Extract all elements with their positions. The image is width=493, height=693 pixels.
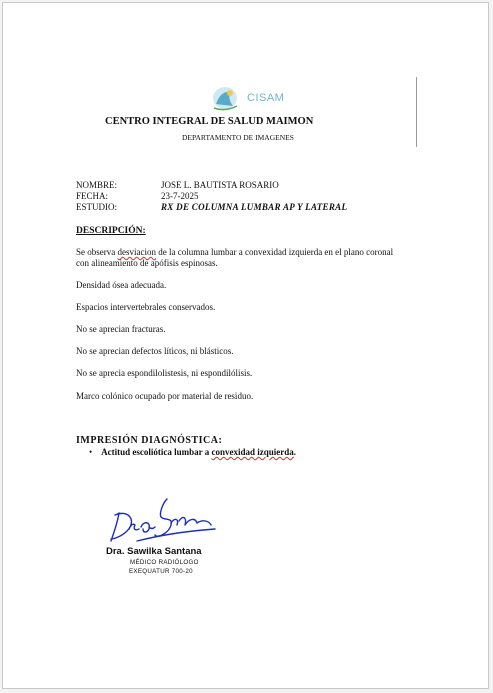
date-label: FECHA: bbox=[76, 191, 109, 201]
impression-text-end: . bbox=[293, 447, 296, 457]
finding-paragraph-2: Densidad ósea adecuada. bbox=[76, 280, 167, 290]
name-value: JOSE L. BAUTISTA ROSARIO bbox=[161, 180, 279, 190]
name-label: NOMBRE: bbox=[76, 180, 118, 190]
study-label: ESTUDIO: bbox=[76, 202, 117, 212]
finding-paragraph-5: No se aprecian defectos líticos, ni blásticos. bbox=[76, 346, 234, 356]
department-name: DEPARTAMENTO DE IMAGENES bbox=[182, 133, 294, 142]
finding-1-end: de la columna lumbar a convexidad izquierda en el plano coronal con alineamiento de apófisis espinosas. bbox=[76, 247, 394, 268]
impression-text-start: Actitud escoliótica lumbar a bbox=[101, 447, 212, 457]
finding-paragraph-7: Marco colónico ocupado por material de residuo. bbox=[76, 391, 254, 401]
finding-paragraph-1 bbox=[76, 247, 406, 269]
impression-text bbox=[101, 447, 296, 457]
finding-paragraph-6: No se aprecia espondilolistesis, ni espondilólisis. bbox=[76, 368, 253, 378]
document-page bbox=[2, 2, 489, 689]
spellcheck-flag[interactable]: desviacion bbox=[117, 247, 156, 257]
impression-heading: IMPRESIÓN DIAGNÓSTICA: bbox=[76, 435, 223, 446]
impression-list-item bbox=[89, 447, 296, 457]
handwritten-signature bbox=[107, 495, 219, 547]
study-value: RX DE COLUMNA LUMBAR AP Y LATERAL bbox=[161, 202, 348, 212]
signer-name: Dra. Sawilka Santana bbox=[106, 546, 202, 557]
bullet-icon: • bbox=[89, 447, 93, 457]
header-divider bbox=[416, 77, 417, 147]
description-heading: DESCRIPCIÓN: bbox=[76, 226, 146, 236]
date-value: 23-7-2025 bbox=[161, 191, 199, 201]
spellcheck-flag-impression[interactable]: convexidad izquierda bbox=[211, 447, 294, 457]
cisam-logo bbox=[211, 84, 285, 114]
logo-text: CISAM bbox=[247, 92, 285, 104]
finding-1-start: Se observa bbox=[76, 247, 118, 257]
signer-exequatur: EXEQUATUR 700-20 bbox=[129, 568, 193, 575]
center-name: CENTRO INTEGRAL DE SALUD MAIMON bbox=[105, 116, 314, 127]
signer-role: MÉDICO RADIÓLOGO bbox=[130, 559, 199, 566]
finding-paragraph-4: No se aprecian fracturas. bbox=[76, 324, 166, 334]
finding-paragraph-3: Espacios intervertebrales conservados. bbox=[76, 302, 216, 312]
